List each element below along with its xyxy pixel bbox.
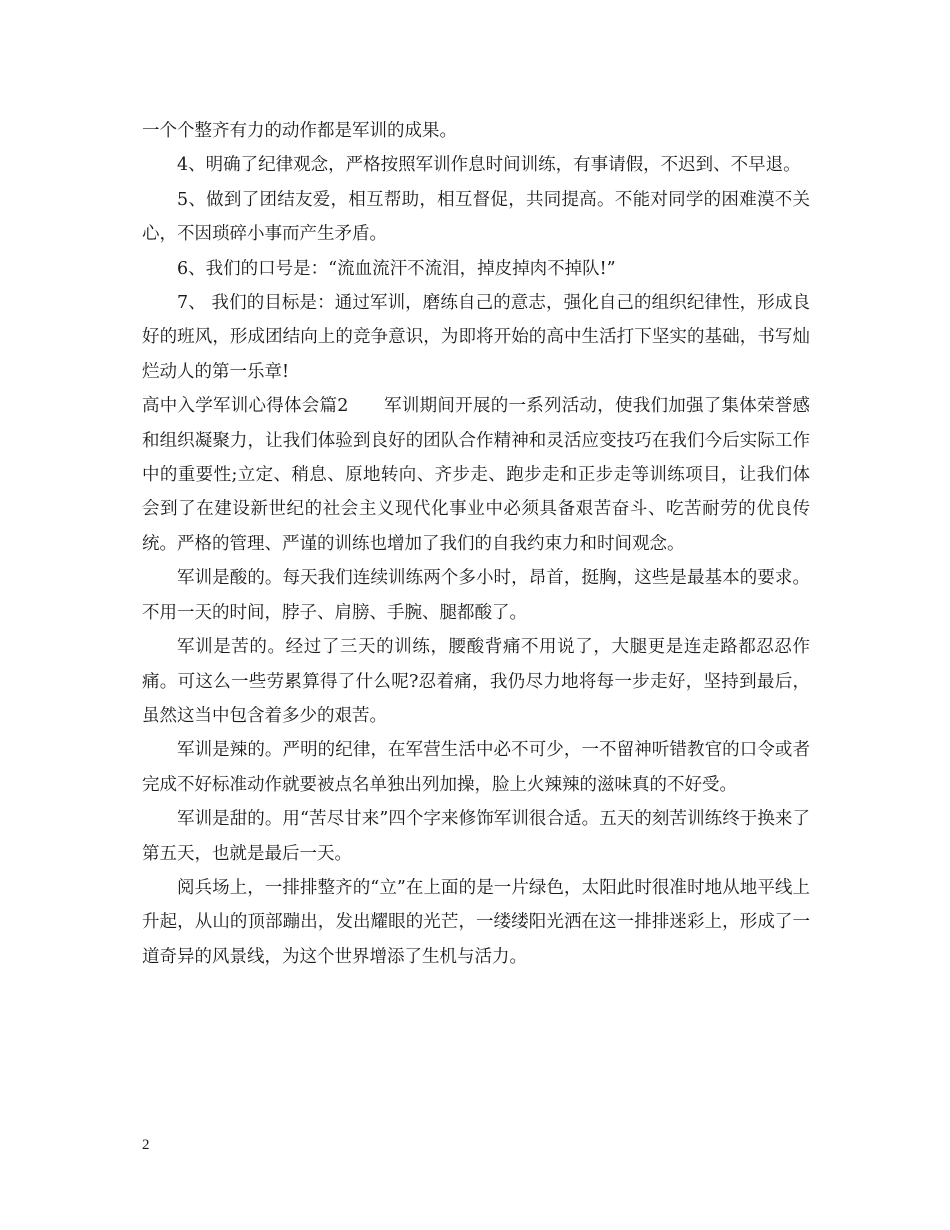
- paragraph: 6、我们的口号是：“流血流汗不流泪，掉皮掉肉不掉队!”: [177, 258, 616, 279]
- page-number: 2: [142, 1137, 150, 1153]
- paragraph: 军训是甜的。用“苦尽甘来”四个字来修饰军训很合适。五天的刻苦训练终于换来了第五天，也就是最后一天。: [142, 809, 810, 864]
- paragraph: 一个个整齐有力的动作都是军训的成果。: [142, 121, 457, 141]
- paragraph: 5、做到了团结友爱，相互帮助，相互督促，共同提高。不能对同学的困难漠不关心，不因琐碎小事而产生矛盾。: [142, 189, 810, 245]
- paragraph: 阅兵场上，一排排整齐的“立”在上面的是一片绿色，太阳此时很准时地从地平线上升起，从山的顶部蹦出，发出耀眼的光芒，一缕缕阳光洒在这一排排迷彩上，形成了一道奇异的风景线，为这个世界增添了生机与活力。: [142, 877, 810, 967]
- document-body: [142, 114, 810, 974]
- section-heading-paragraph: 高中入学军训心得体会篇2 军训期间开展的一系列活动，使我们加强了集体荣誉感和组织凝聚力，让我们体验到良好的团队合作精神和灵活应变技巧在我们今后实际工作中的重要性;立定、稍息、原地转向、齐步走、跑步走和正步走等训练项目，让我们体会到了在建设新世纪的社会主义现代化事业中必须具备艰苦奋斗、吃苦耐劳的优良传统。严格的管理、严谨的训练也增加了我们的自我约束力和时间观念。: [142, 396, 810, 554]
- paragraph: 军训是辣的。严明的纪律，在军营生活中必不可少，一不留神听错教官的口令或者完成不好标准动作就要被点名单独出列加操，脸上火辣辣的滋味真的不好受。: [142, 740, 810, 795]
- paragraph: 7、 我们的目标是：通过军训，磨练自己的意志，强化自己的组织纪律性，形成良好的班风，形成团结向上的竞争意识，为即将开始的高中生活打下坚实的基础，书写灿烂动人的第一乐章!: [142, 293, 810, 382]
- paragraph: 军训是苦的。经过了三天的训练，腰酸背痛不用说了，大腿更是连走路都忍忍作痛。可这么一些劳累算得了什么呢?忍着痛，我仍尽力地将每一步走好，坚持到最后，虽然这当中包含着多少的艰苦。: [142, 637, 810, 726]
- paragraph: 军训是酸的。每天我们连续训练两个多小时，昂首，挺胸，这些是最基本的要求。不用一天的时间，脖子、肩膀、手腕、腿都酸了。: [142, 568, 810, 623]
- paragraph: 4、明确了纪律观念，严格按照军训作息时间训练，有事请假，不迟到、不早退。: [177, 155, 801, 176]
